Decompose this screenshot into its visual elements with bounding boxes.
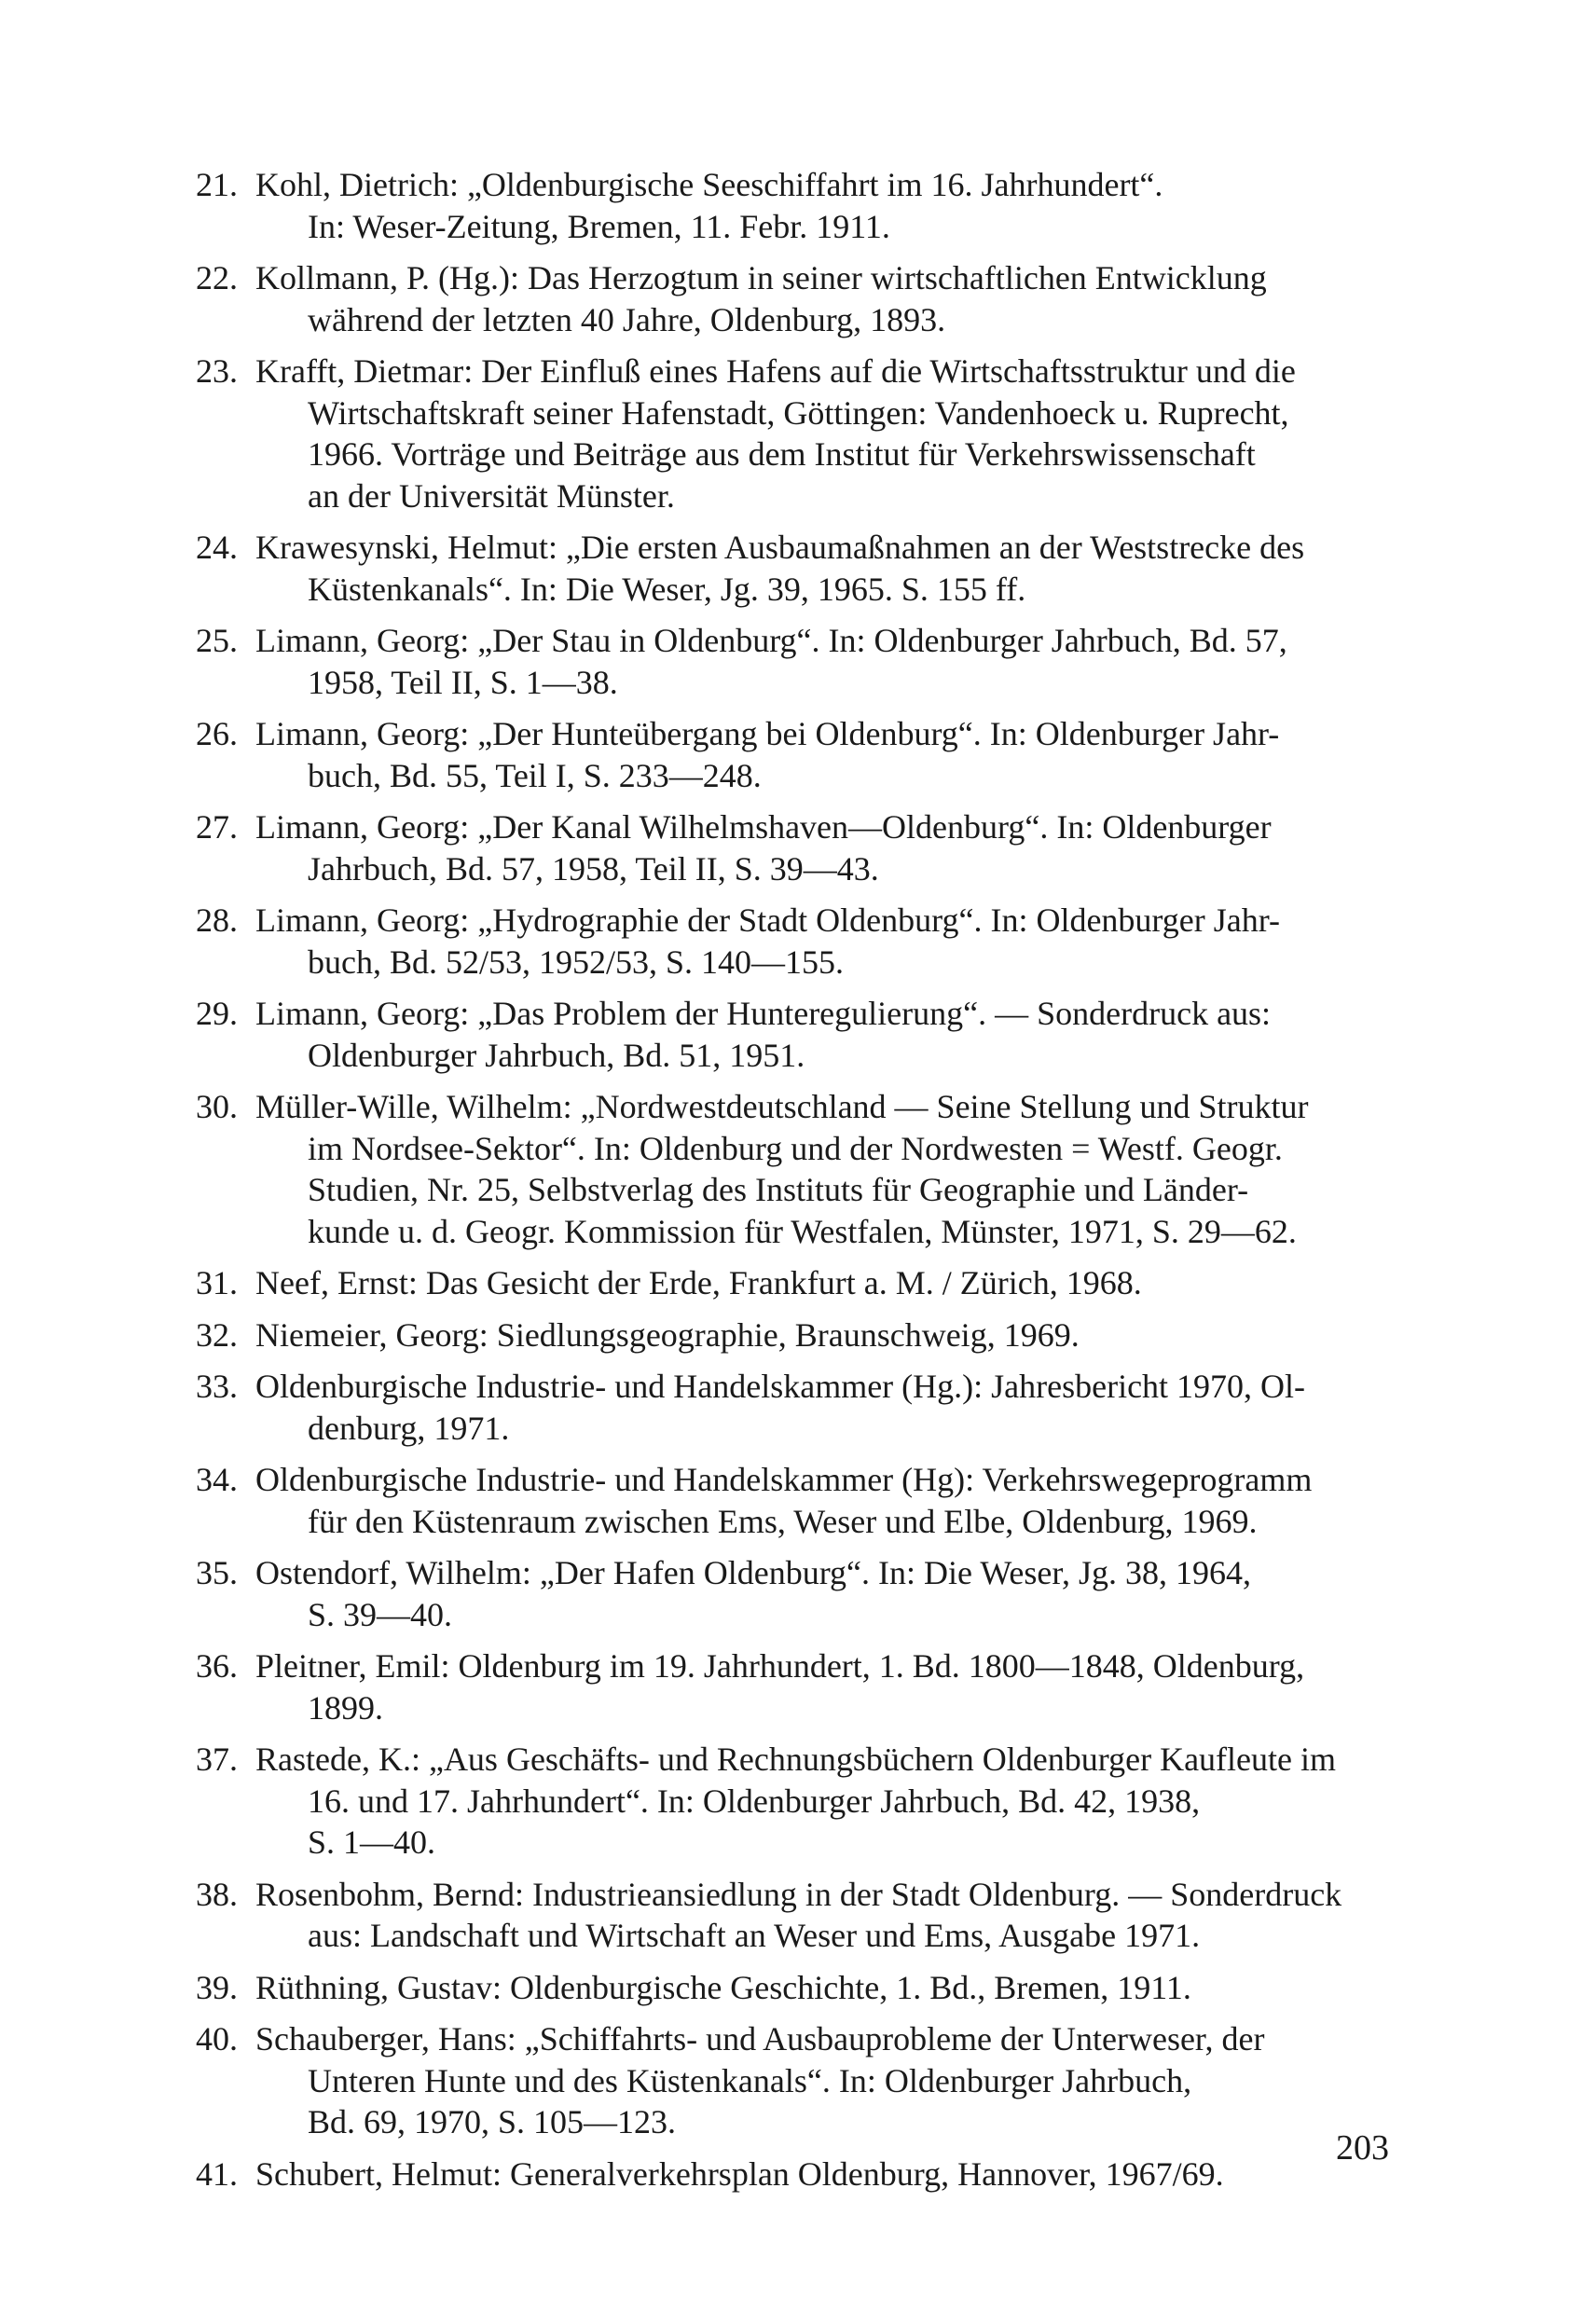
- entry-text: [196, 351, 1389, 516]
- entry-line-continuation: während der letzten 40 Jahre, Oldenburg, 1893.: [308, 300, 946, 338]
- entry-number: 41.: [196, 2154, 238, 2193]
- bibliography-entry: [196, 1314, 1389, 1356]
- entry-text: [196, 1314, 1389, 1356]
- entry-text: [196, 2018, 1389, 2143]
- entry-number: 30.: [196, 1088, 238, 1125]
- entry-line-first: Oldenburgische Industrie- und Handelskammer (Hg.): Jahresbericht 1970, Ol-: [255, 1368, 1306, 1405]
- bibliography-entry: [196, 993, 1389, 1076]
- entry-number: 25.: [196, 622, 238, 659]
- entry-number: 31.: [196, 1264, 238, 1301]
- entry-text: [196, 1874, 1389, 1957]
- bibliography-entry: [196, 713, 1389, 796]
- entry-line-continuation: In: Weser-Zeitung, Bremen, 11. Febr. 1911.: [308, 207, 890, 245]
- entry-line-continuation: buch, Bd. 52/53, 1952/53, S. 140—155.: [308, 943, 845, 981]
- bibliography-entry: [196, 1645, 1389, 1728]
- entry-number: 22.: [196, 259, 238, 296]
- entry-number: 21.: [196, 166, 238, 203]
- entry-number: 26.: [196, 715, 238, 752]
- entry-text: [196, 1366, 1389, 1449]
- entry-line-continuation: 1966. Vorträge und Beiträge aus dem Institut für Verkehrswissenschaft: [308, 435, 1256, 473]
- bibliography-entry: [196, 2154, 1389, 2195]
- entry-number: 36.: [196, 1647, 238, 1685]
- bibliography-entry: [196, 620, 1389, 703]
- entry-number: 38.: [196, 1875, 238, 1913]
- entry-line-first: Krawesynski, Helmut: „Die ersten Ausbaumaßnahmen an der Weststrecke des: [255, 529, 1305, 566]
- entry-number: 33.: [196, 1368, 238, 1405]
- bibliography-entry: [196, 1739, 1389, 1864]
- entry-line-first: Rüthning, Gustav: Oldenburgische Geschichte, 1. Bd., Bremen, 1911.: [255, 1968, 1191, 2006]
- entry-line-first: Krafft, Dietmar: Der Einfluß eines Hafens auf die Wirtschaftsstruktur und die: [255, 352, 1296, 390]
- entry-line-first: Limann, Georg: „Der Hunteübergang bei Oldenburg“. In: Oldenburger Jahr-: [255, 715, 1280, 752]
- entry-number: 37.: [196, 1741, 238, 1778]
- entry-text: [196, 2154, 1389, 2195]
- bibliography-entry: [196, 806, 1389, 889]
- entry-number: 34.: [196, 1461, 238, 1498]
- entry-text: [196, 993, 1389, 1076]
- bibliography-entry: [196, 900, 1389, 983]
- bibliography-entry: [196, 527, 1389, 610]
- bibliography-entry: [196, 351, 1389, 516]
- entry-line-continuation: Wirtschaftskraft seiner Hafenstadt, Göttingen: Vandenhoeck u. Ruprecht,: [308, 393, 1289, 432]
- entry-number: 32.: [196, 1315, 238, 1354]
- entry-line-continuation: aus: Landschaft und Wirtschaft an Weser und Ems, Ausgabe 1971.: [308, 1917, 1201, 1954]
- entry-line-first: Rosenbohm, Bernd: Industrieansiedlung in der Stadt Oldenburg. — Sonderdruck: [255, 1875, 1342, 1913]
- entry-line-first: Limann, Georg: „Hydrographie der Stadt Oldenburg“. In: Oldenburger Jahr-: [255, 901, 1280, 939]
- entry-line-first: Limann, Georg: „Der Stau in Oldenburg“. In: Oldenburger Jahrbuch, Bd. 57,: [255, 622, 1287, 659]
- bibliography-entry: [196, 164, 1389, 247]
- bibliography-entry: [196, 2018, 1389, 2143]
- entry-line-first: Schauberger, Hans: „Schiffahrts- und Ausbauprobleme der Unterweser, der: [255, 2020, 1265, 2057]
- entry-text: [196, 713, 1389, 796]
- entry-line-continuation: S. 39—40.: [308, 1595, 453, 1633]
- entry-line-first: Niemeier, Georg: Siedlungsgeographie, Braunschweig, 1969.: [255, 1315, 1080, 1354]
- entry-line-continuation: Bd. 69, 1970, S. 105—123.: [308, 2103, 677, 2140]
- entry-line-first: Kollmann, P. (Hg.): Das Herzogtum in seiner wirtschaftlichen Entwicklung: [255, 259, 1267, 296]
- entry-text: [196, 527, 1389, 610]
- entry-line-first: Rastede, K.: „Aus Geschäfts- und Rechnungsbüchern Oldenburger Kaufleute im: [255, 1741, 1337, 1778]
- bibliography-entry: [196, 1552, 1389, 1635]
- entry-line-first: Ostendorf, Wilhelm: „Der Hafen Oldenburg“. In: Die Weser, Jg. 38, 1964,: [255, 1554, 1251, 1591]
- entry-text: [196, 1459, 1389, 1542]
- entry-line-continuation: im Nordsee-Sektor“. In: Oldenburg und der Nordwesten = Westf. Geogr.: [308, 1129, 1283, 1167]
- entry-text: [196, 1086, 1389, 1252]
- entry-number: 39.: [196, 1968, 238, 2006]
- entry-number: 27.: [196, 808, 238, 846]
- entry-line-continuation: 1958, Teil II, S. 1—38.: [308, 663, 618, 701]
- entry-number: 23.: [196, 352, 238, 390]
- bibliography-list: [196, 164, 1389, 2205]
- entry-text: [196, 1967, 1389, 2009]
- entry-line-continuation: 1899.: [308, 1688, 383, 1727]
- entry-text: [196, 164, 1389, 247]
- entry-line-first: Oldenburgische Industrie- und Handelskammer (Hg): Verkehrswegeprogramm: [255, 1461, 1313, 1498]
- entry-line-continuation: für den Küstenraum zwischen Ems, Weser und Elbe, Oldenburg, 1969.: [308, 1502, 1258, 1540]
- bibliography-entry: [196, 1459, 1389, 1542]
- entry-line-continuation: Küstenkanals“. In: Die Weser, Jg. 39, 1965. S. 155 ff.: [308, 570, 1026, 608]
- entry-text: [196, 806, 1389, 889]
- entry-line-first: Neef, Ernst: Das Gesicht der Erde, Frankfurt a. M. / Zürich, 1968.: [255, 1264, 1142, 1301]
- entry-line-first: Limann, Georg: „Das Problem der Hunteregulierung“. — Sonderdruck aus:: [255, 995, 1272, 1032]
- entry-line-first: Schubert, Helmut: Generalverkehrsplan Oldenburg, Hannover, 1967/69.: [255, 2154, 1224, 2193]
- entry-line-continuation: Studien, Nr. 25, Selbstverlag des Instituts für Geographie und Länder-: [308, 1171, 1249, 1208]
- entry-number: 24.: [196, 529, 238, 566]
- bibliography-entry: [196, 1967, 1389, 2009]
- entry-text: [196, 900, 1389, 983]
- entry-line-continuation: an der Universität Münster.: [308, 476, 675, 515]
- bibliography-entry: [196, 257, 1389, 340]
- entry-text: [196, 1262, 1389, 1304]
- entry-line-first: Müller-Wille, Wilhelm: „Nordwestdeutschland — Seine Stellung und Struktur: [255, 1088, 1309, 1125]
- entry-line-continuation: denburg, 1971.: [308, 1409, 510, 1447]
- entry-line-continuation: 16. und 17. Jahrhundert“. In: Oldenburger Jahrbuch, Bd. 42, 1938,: [308, 1782, 1201, 1820]
- entry-number: 40.: [196, 2020, 238, 2057]
- entry-line-continuation: S. 1—40.: [308, 1823, 436, 1861]
- entry-number: 35.: [196, 1554, 238, 1591]
- bibliography-entry: [196, 1366, 1389, 1449]
- entry-number: 29.: [196, 995, 238, 1032]
- bibliography-entry: [196, 1262, 1389, 1304]
- entry-line-continuation: Unteren Hunte und des Küstenkanals“. In: Oldenburger Jahrbuch,: [308, 2061, 1192, 2099]
- entry-text: [196, 620, 1389, 703]
- bibliography-entry: [196, 1874, 1389, 1957]
- bibliography-entry: [196, 1086, 1389, 1252]
- entry-text: [196, 1552, 1389, 1635]
- entry-text: [196, 1645, 1389, 1728]
- entry-line-continuation: buch, Bd. 55, Teil I, S. 233—248.: [308, 756, 762, 794]
- page-number: 203: [1336, 2128, 1389, 2168]
- entry-number: 28.: [196, 901, 238, 939]
- entry-line-continuation: kunde u. d. Geogr. Kommission für Westfalen, Münster, 1971, S. 29—62.: [308, 1212, 1297, 1250]
- entry-line-first: Limann, Georg: „Der Kanal Wilhelmshaven—Oldenburg“. In: Oldenburger: [255, 808, 1272, 846]
- entry-line-first: Kohl, Dietrich: „Oldenburgische Seeschiffahrt im 16. Jahrhundert“.: [255, 166, 1163, 203]
- entry-line-continuation: Jahrbuch, Bd. 57, 1958, Teil II, S. 39—43.: [308, 849, 879, 888]
- entry-line-first: Pleitner, Emil: Oldenburg im 19. Jahrhundert, 1. Bd. 1800—1848, Oldenburg,: [255, 1647, 1305, 1685]
- entry-line-continuation: Oldenburger Jahrbuch, Bd. 51, 1951.: [308, 1036, 805, 1074]
- entry-text: [196, 257, 1389, 340]
- entry-text: [196, 1739, 1389, 1864]
